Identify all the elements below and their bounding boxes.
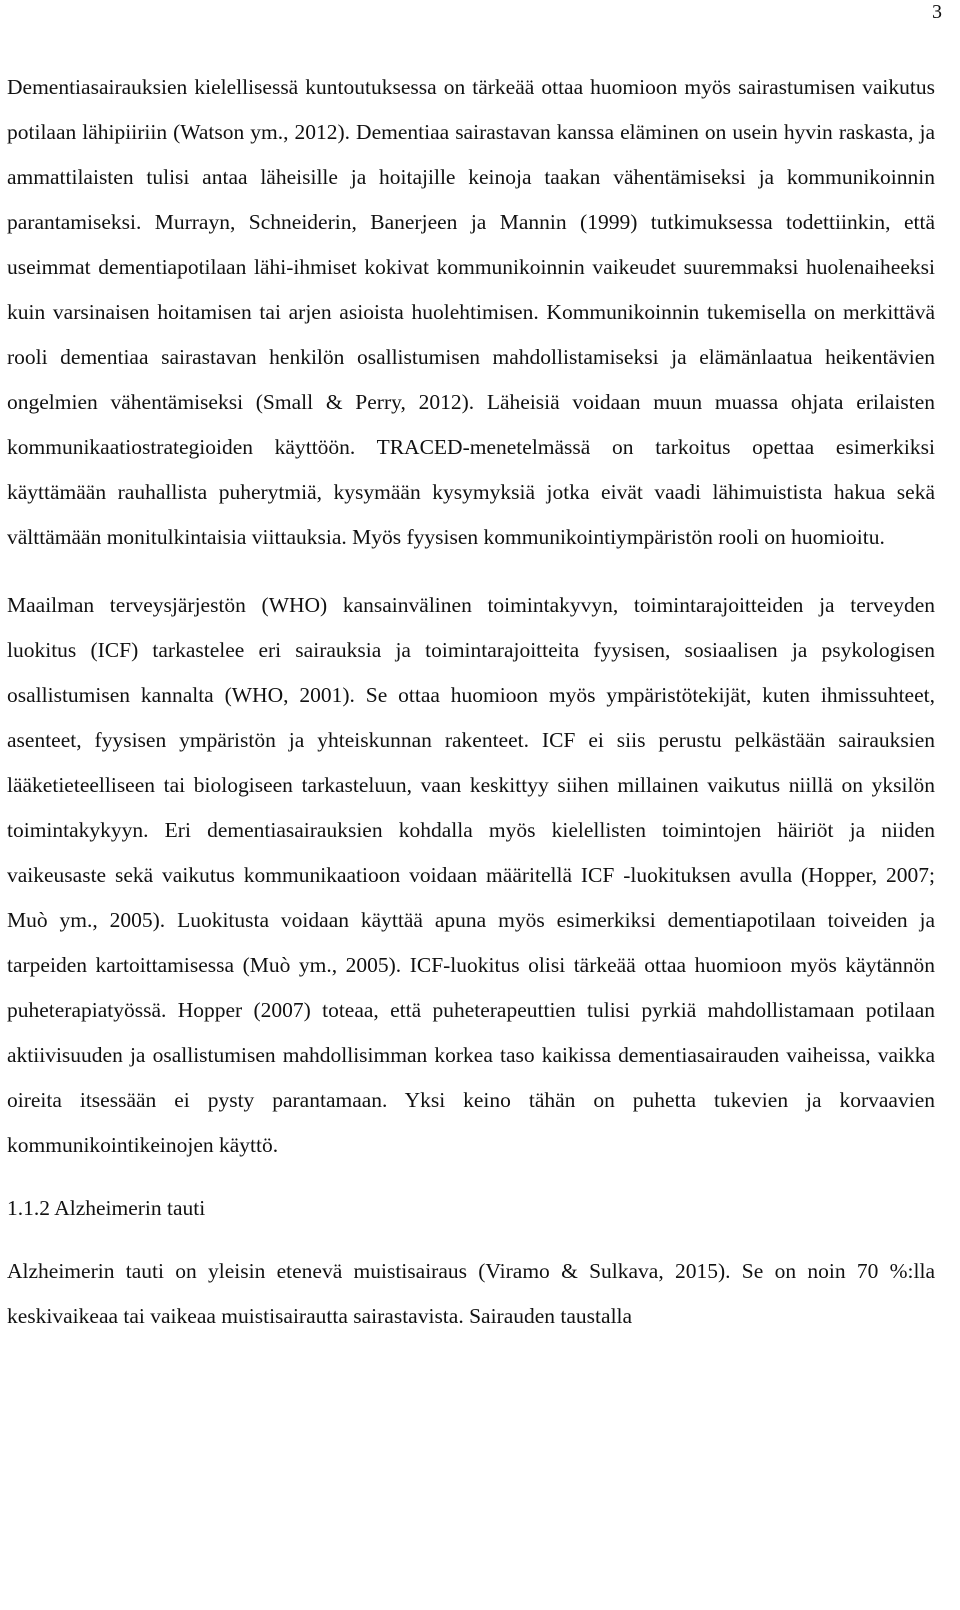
page-number: 3 — [932, 1, 942, 23]
document-body — [7, 65, 935, 1339]
paragraph-dementia-communication: Dementiasairauksien kielellisessä kuntoutuksessa on tärkeää ottaa huomioon myös sairastumisen vaikutus potilaan lähipiiriin (Watson ym., 2012). Dementiaa sairastavan kanssa eläminen on usein hyvin raskasta, ja ammattilaisten tulisi antaa läheisille ja hoitajille keinoja taakan vähentämiseksi ja kommunikoinnin parantamiseksi. Murrayn, Schneiderin, Banerjeen ja Mannin (1999) tutkimuksessa todettiinkin, että useimmat dementiapotilaan lähi-ihmiset kokivat kommunikoinnin vaikeudet suuremmaksi huolenaiheeksi kuin varsinaisen hoitamisen tai arjen asioista huolehtimisen. Kommunikoinnin tukemisella on merkittävä rooli dementiaa sairastavan henkilön osallistumisen mahdollistamiseksi ja elämänlaatua heikentävien ongelmien vähentämiseksi (Small & Perry, 2012). Läheisiä voidaan muun muassa ohjata erilaisten kommunikaatiostrategioiden käyttöön. TRACED-menetelmässä on tarkoitus opettaa esimerkiksi käyttämään rauhallista puherytmiä, kysymään kysymyksiä jotka eivät vaadi lähimuistista hakua sekä välttämään monitulkintaisia viittauksia. Myös fyysisen kommunikointiympäristön rooli on huomioitu. — [7, 75, 935, 549]
section-heading-alzheimer: 1.1.2 Alzheimerin tauti — [7, 1196, 206, 1220]
paragraph-alzheimer: Alzheimerin tauti on yleisin etenevä muistisairaus (Viramo & Sulkava, 2015). Se on noin 70 %:lla keskivaikeaa tai vaikeaa muistisairautta sairastavista. Sairauden taustalla — [7, 1259, 935, 1328]
paragraph-who-icf: Maailman terveysjärjestön (WHO) kansainvälinen toimintakyvyn, toimintarajoitteiden ja terveyden luokitus (ICF) tarkastelee eri sairauksia ja toimintarajoitteita fyysisen, sosiaalisen ja psykologisen osallistumisen kannalta (WHO, 2001). Se ottaa huomioon myös ympäristötekijät, kuten ihmissuhteet, asenteet, fyysisen ympäristön ja yhteiskunnan rakenteet. ICF ei siis perustu pelkästään sairauksien lääketieteelliseen tai biologiseen tarkasteluun, vaan keskittyy siihen millainen vaikutus niillä on yksilön toimintakykyyn. Eri dementiasairauksien kohdalla myös kielellisten toimintojen häiriöt ja niiden vaikeusaste sekä vaikutus kommunikaatioon voidaan määritellä ICF -luokituksen avulla (Hopper, 2007; Muò ym., 2005). Luokitusta voidaan käyttää apuna myös esimerkiksi dementiapotilaan toiveiden ja tarpeiden kartoittamisessa (Muò ym., 2005). ICF-luokitus olisi tärkeää ottaa huomioon myös käytännön puheterapiatyössä. Hopper (2007) toteaa, että puheterapeuttien tulisi pyrkiä mahdollistamaan potilaan aktiivisuuden ja osallistumisen mahdollisimman korkea taso kaikissa dementiasairauden vaiheissa, vaikka oireita itsessään ei pysty parantamaan. Yksi keino tähän on puhetta tukevien ja korvaavien kommunikointikeinojen käyttö. — [7, 593, 935, 1157]
